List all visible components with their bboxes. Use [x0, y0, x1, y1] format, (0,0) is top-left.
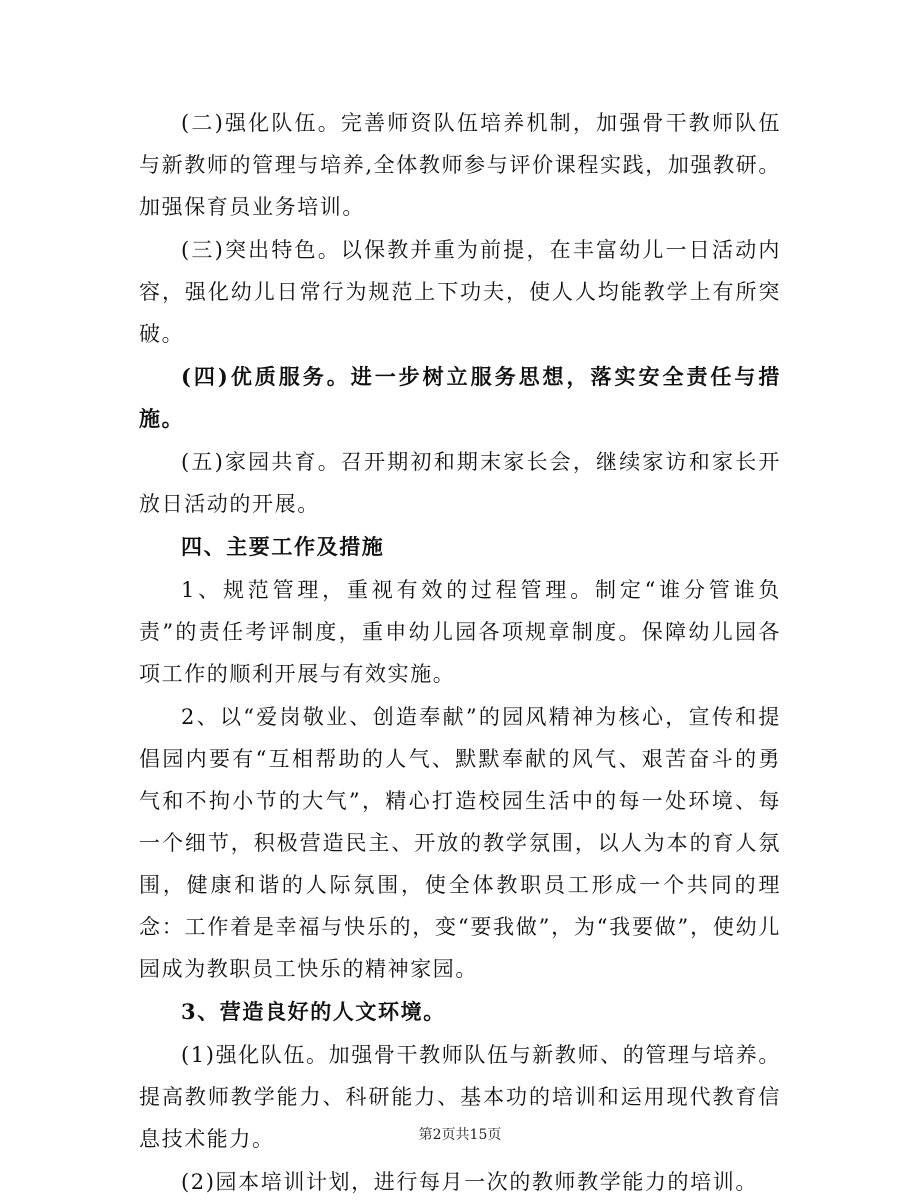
section-heading-main-work: 四、主要工作及措施: [181, 534, 385, 559]
paragraph-home-school: (五)家园共育。召开期初和期末家长会，继续家访和家长开放日活动的开展。: [139, 450, 781, 516]
paragraph-strengthen-team: (二)强化队伍。完善师资队伍培养机制，加强骨干教师队伍与新教师的管理与培养,全体教师参与评价课程实践，加强教研。加强保育员业务培训。: [139, 111, 781, 219]
paragraph-quality-service: (四)优质服务。进一步树立服务思想，落实安全责任与措施。: [139, 364, 781, 431]
paragraph-environment: 3、营造良好的人文环境。: [181, 999, 446, 1024]
paragraph-item-2: (2)园本培训计划，进行每月一次的教师教学能力的培训。: [181, 1170, 758, 1194]
paragraph-management: 1、规范管理，重视有效的过程管理。制定“谁分管谁负责”的责任考评制度，重申幼儿园各项规章制度。保障幼儿园各项工作的顺利开展与有效实施。: [139, 578, 781, 686]
paragraph-item-1: (1)强化队伍。加强骨干教师队伍与新教师、的管理与培养。提高教师教学能力、科研能力、基本功的培训和运用现代教育信息技术能力。: [139, 1043, 781, 1151]
document-body: [139, 102, 781, 1204]
page-number-footer: 第2页共15页: [418, 1127, 502, 1143]
paragraph-culture: 2、以“爱岗敬业、创造奉献”的园风精神为核心，宣传和提倡园内要有“互相帮助的人气、默默奉献的风气、艰苦奋斗的勇气和不拘小节的大气”，精心打造校园生活中的每一处环境、每一个细节，积极营造民主、开放的教学氛围，以人为本的育人氛围，健康和谐的人际氛围，使全体教职员工形成一个共同的理念：工作着是幸福与快乐的，变“要我做”，为“我要做”，使幼儿园成为教职员工快乐的精神家园。: [139, 705, 781, 981]
paragraph-highlight-features: (三)突出特色。以保教并重为前提，在丰富幼儿一日活动内容，强化幼儿日常行为规范上下功夫，使人人均能教学上有所突破。: [139, 238, 781, 346]
